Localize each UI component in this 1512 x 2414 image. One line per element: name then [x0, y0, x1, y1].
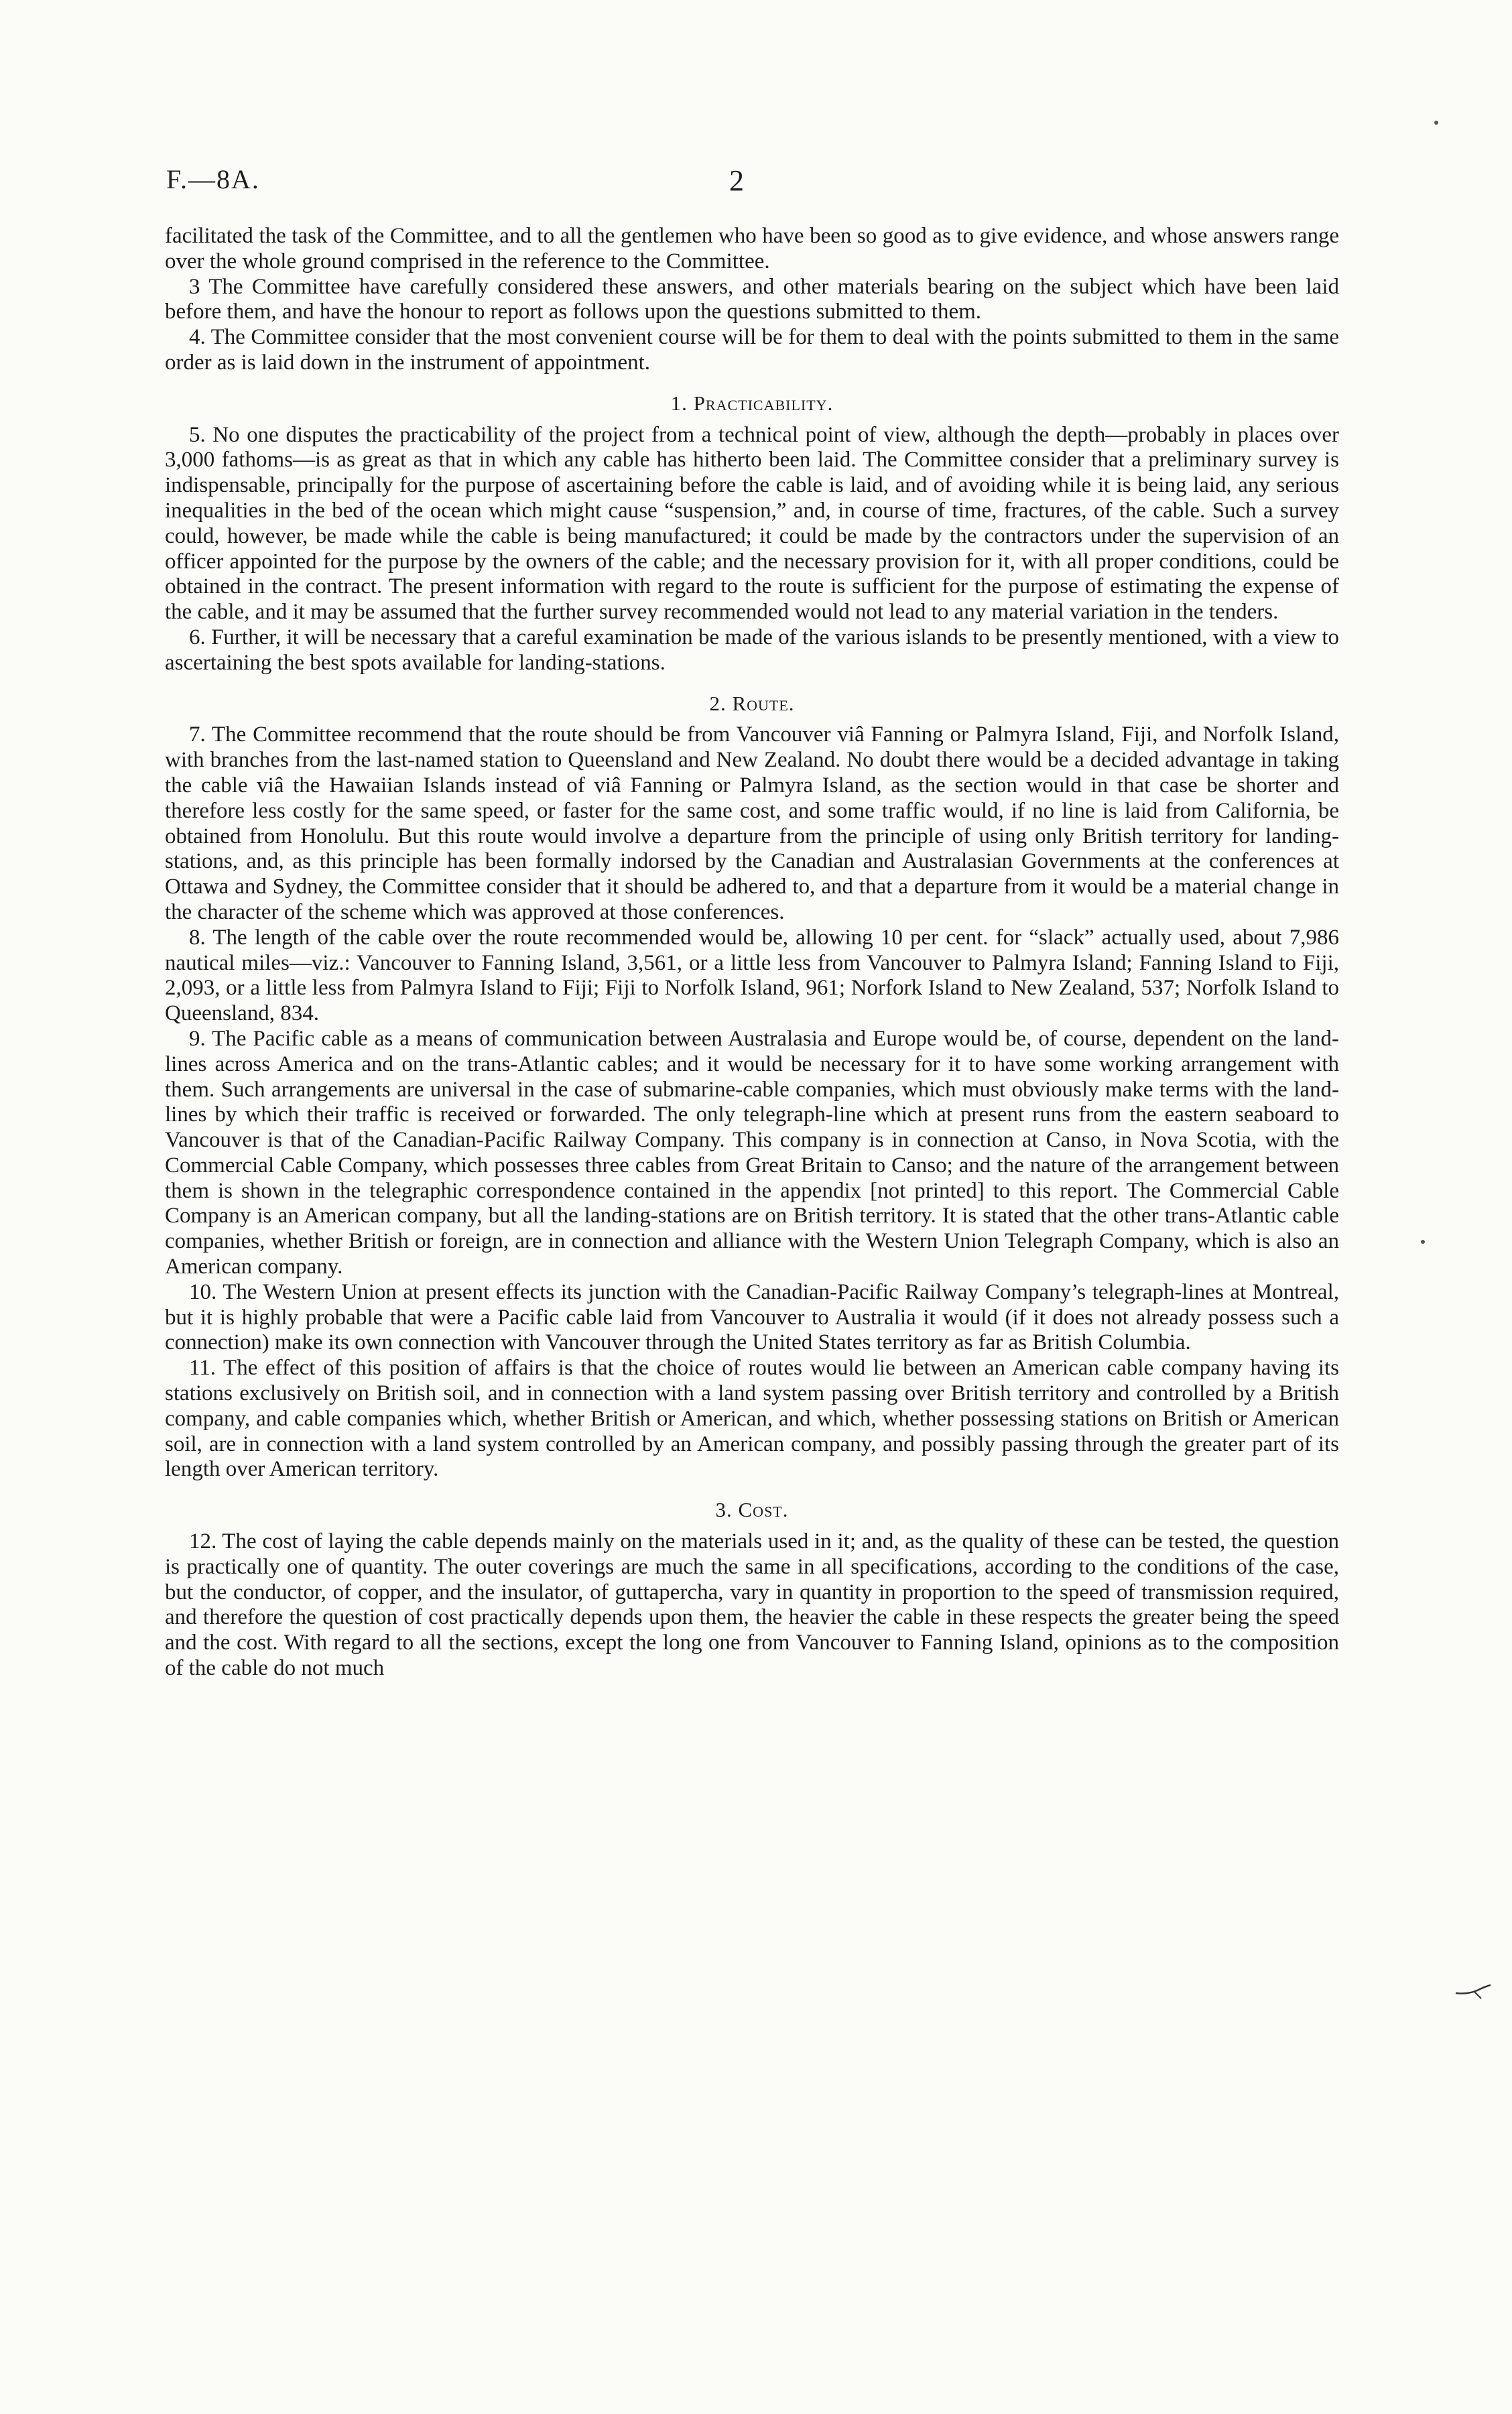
pencil-mark-icon [1454, 1984, 1492, 2001]
paper-speck [1421, 1240, 1425, 1244]
paragraph: 3 The Committee have carefully considered these answers, and other materials bearing on the subject which have been laid before them, and have the honour to report as follows upon the questions submitted to them. [165, 274, 1339, 324]
paragraph: facilitated the task of the Committee, and to all the gentlemen who have been so good as to give evidence, and whose answers range over the whole ground comprised in the reference to the Committee. [165, 224, 1339, 273]
paragraph: 9. The Pacific cable as a means of communication between Australasia and Europe would be, of course, dependent on the land-lines across America and on the trans-Atlantic cables; and it would be necessary for it to have some working arrangement with them. Such arrangements are universal in the case of submarine-cable companies, which must obviously make terms with the land-lines by which their traffic is received or forwarded. The only telegraph-line which at present runs from the eastern seaboard to Vancouver is that of the Canadian-Pacific Railway Company. This company is in connection at Canso, in Nova Scotia, with the Commercial Cable Company, which possesses three cables from Great Britain to Canso; and the nature of the arrangement between them is shown in the telegraphic correspondence contained in the appendix [not printed] to this report. The Commercial Cable Company is an American company, but all the landing-stations are on British territory. It is stated that the other trans-Atlantic cable companies, whether British or foreign, are in connection and alliance with the Western Union Telegraph Company, which is also an American company. [165, 1026, 1339, 1279]
paragraph: 8. The length of the cable over the route recommended would be, allowing 10 per cent. for “slack” actually used, about 7,986 nautical miles—viz.: Vancouver to Fanning Island, 3,561, or a little less from Vancouver to Palmyra Island; Fanning Island to Fiji, 2,093, or a little less from Palmyra Island to Fiji; Fiji to Norfolk Island, 961; Norfork Island to New Zealand, 537; Norfolk Island to Queensland, 834. [165, 925, 1339, 1026]
paragraph: 4. The Committee consider that the most convenient course will be for them to deal with the points submitted to them in the same order as is laid down in the instrument of appointment. [165, 325, 1339, 375]
section-heading-route: 2. Route. [709, 691, 795, 715]
paragraph: 5. No one disputes the practicability of the project from a technical point of view, although the depth—probably in places over 3,000 fathoms—is as great as that in which any cable has hitherto been laid. The Committee consider that a preliminary survey is indispensable, principally for the purpose of ascertaining before the cable is laid, and of avoiding while it is being laid, any serious inequalities in the bed of the ocean which might cause “suspension,” and, in course of time, fractures, of the cable. Such a survey could, however, be made while the cable is being manufactured; it could be made by the contractors under the supervision of an officer appointed for the purpose by the owners of the cable; and the necessary provision for it, with all proper conditions, could be obtained in the contract. The present information with regard to the route is sufficient for the purpose of estimating the expense of the cable, and it may be assumed that the further survey recommended would not lead to any material variation in the tenders. [165, 422, 1339, 625]
paragraph: 12. The cost of laying the cable depends mainly on the materials used in it; and, as the quality of these can be tested, the question is practically one of quantity. The outer coverings are much the same in all specifications, according to the conditions of the case, but the conductor, of copper, and the insulator, of guttapercha, vary in quantity in proportion to the speed of transmission required, and therefore the question of cost practically depends upon them, the heavier the cable in these respects the greater being the speed and the cost. With regard to all the sections, except the long one from Vancouver to Fanning Island, opinions as to the composition of the cable do not much [165, 1529, 1339, 1681]
page-number: 2 [729, 164, 744, 197]
page-header [166, 164, 1426, 204]
section-heading-cost: 3. Cost. [715, 1498, 789, 1522]
paragraph: 6. Further, it will be necessary that a careful examination be made of the various islands to be presently mentioned, with a view to ascertaining the best spots available for landing-stations. [165, 625, 1339, 675]
paragraph: 7. The Committee recommend that the route should be from Vancouver viâ Fanning or Palmyra Island, Fiji, and Norfolk Island, with branches from the last-named station to Queensland and New Zealand. No doubt there would be a decided advantage in taking the cable viâ the Hawaiian Islands instead of viâ Fanning or Palmyra Island, as the section would in that case be shorter and therefore less costly for the same speed, or faster for the same cost, and some traffic would, if no line is laid from California, be obtained from Honolulu. But this route would involve a departure from the principle of using only British territory for landing-stations, and, as this principle has been formally indorsed by the Canadian and Australasian Governments at the conferences at Ottawa and Sydney, the Committee consider that it should be adhered to, and that a departure from it would be a material change in the character of the scheme which was approved at those conferences. [165, 722, 1339, 924]
document-reference: F.—8A. [166, 164, 260, 194]
paper-speck [1434, 121, 1438, 125]
document-body [165, 224, 1339, 1681]
paragraph: 10. The Western Union at present effects its junction with the Canadian-Pacific Railway Company’s telegraph-lines at Montreal, but it is highly probable that were a Pacific cable laid from Vancouver to Australia it would (if it does not already possess such a connection) make its own connection with Vancouver through the United States territory as far as British Columbia. [165, 1279, 1339, 1355]
section-heading-practicability: 1. Practicability. [670, 391, 834, 415]
paragraph: 11. The effect of this position of affairs is that the choice of routes would lie between an American cable company having its stations exclusively on British soil, and in connection with a land system passing over British territory and controlled by a British company, and cable companies which, whether British or American, and which, whether possessing stations on British or American soil, are in connection with a land system controlled by an American company, and possibly passing through the greater part of its length over American territory. [165, 1356, 1339, 1482]
